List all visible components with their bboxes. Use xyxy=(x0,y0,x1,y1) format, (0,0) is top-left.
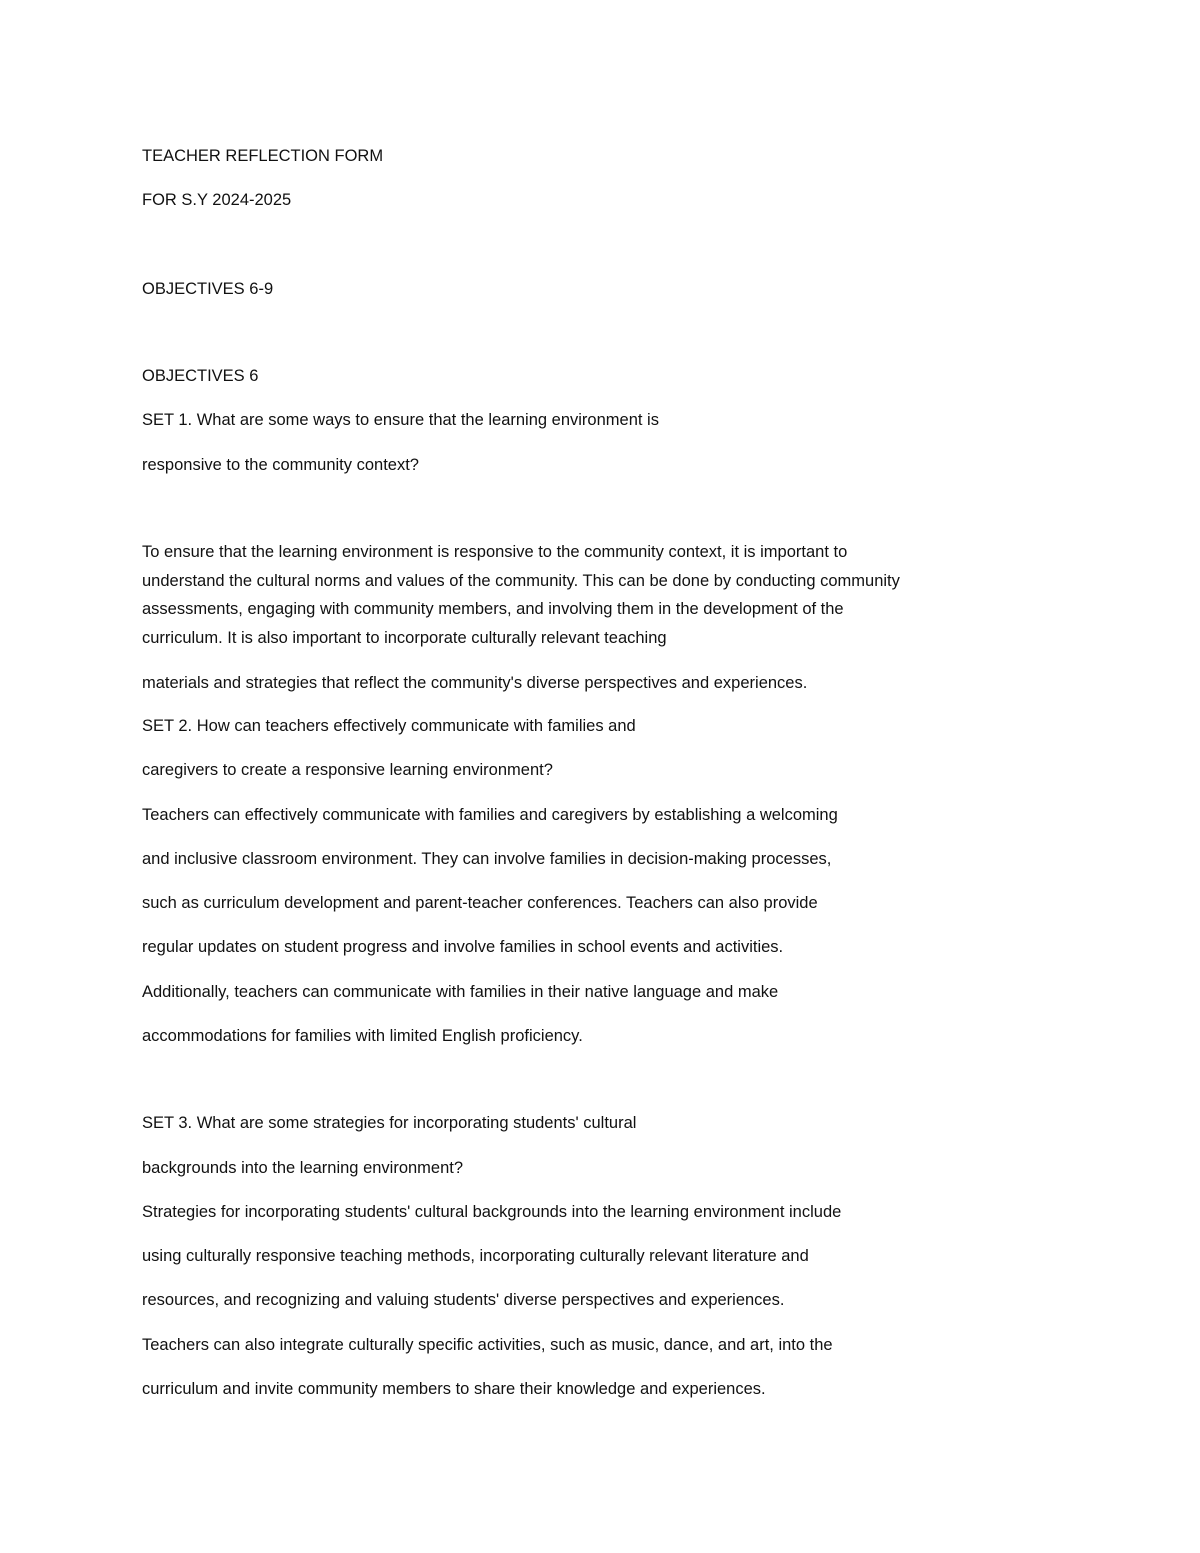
set2-answer-line: Teachers can effectively communicate with families and caregivers by establishing a welcoming xyxy=(142,806,838,824)
set1-answer-line: curriculum. It is also important to incorporate culturally relevant teaching xyxy=(142,629,667,647)
set2-question-line: SET 2. How can teachers effectively communicate with families and xyxy=(142,717,636,735)
set2-answer-line: such as curriculum development and parent-teacher conferences. Teachers can also provide xyxy=(142,894,818,912)
set3-answer-line: resources, and recognizing and valuing students' diverse perspectives and experiences. xyxy=(142,1291,785,1309)
form-title: TEACHER REFLECTION FORM xyxy=(142,147,384,165)
set3-answer-line: Teachers can also integrate culturally specific activities, such as music, dance, and art, into the xyxy=(142,1336,833,1354)
set2-answer-line: and inclusive classroom environment. They can involve families in decision-making processes, xyxy=(142,850,832,868)
set2-question-line: caregivers to create a responsive learning environment? xyxy=(142,761,553,779)
set1-answer-line: To ensure that the learning environment is responsive to the community context, it is important to xyxy=(142,543,848,561)
set1-question-line: responsive to the community context? xyxy=(142,456,419,474)
school-year: FOR S.Y 2024-2025 xyxy=(142,191,292,209)
set1-answer-line: materials and strategies that reflect the community's diverse perspectives and experiences. xyxy=(142,674,808,692)
set2-answer-line: accommodations for families with limited English proficiency. xyxy=(142,1027,583,1045)
objectives-range: OBJECTIVES 6-9 xyxy=(142,280,274,298)
set1-answer-line: assessments, engaging with community members, and involving them in the development of the xyxy=(142,600,844,618)
set1-answer-line: understand the cultural norms and values of the community. This can be done by conducting community xyxy=(142,572,900,590)
set3-question-line: SET 3. What are some strategies for incorporating students' cultural xyxy=(142,1114,637,1132)
set2-answer-line: Additionally, teachers can communicate with families in their native language and make xyxy=(142,983,779,1001)
set1-question-line: SET 1. What are some ways to ensure that the learning environment is xyxy=(142,411,659,429)
set3-answer-line: using culturally responsive teaching methods, incorporating culturally relevant literature and xyxy=(142,1247,809,1265)
set3-answer-line: curriculum and invite community members to share their knowledge and experiences. xyxy=(142,1380,766,1398)
set2-answer-line: regular updates on student progress and involve families in school events and activities. xyxy=(142,938,784,956)
section-heading: OBJECTIVES 6 xyxy=(142,367,259,385)
set3-answer-line: Strategies for incorporating students' cultural backgrounds into the learning environment include xyxy=(142,1203,842,1221)
set3-question-line: backgrounds into the learning environment? xyxy=(142,1159,464,1177)
